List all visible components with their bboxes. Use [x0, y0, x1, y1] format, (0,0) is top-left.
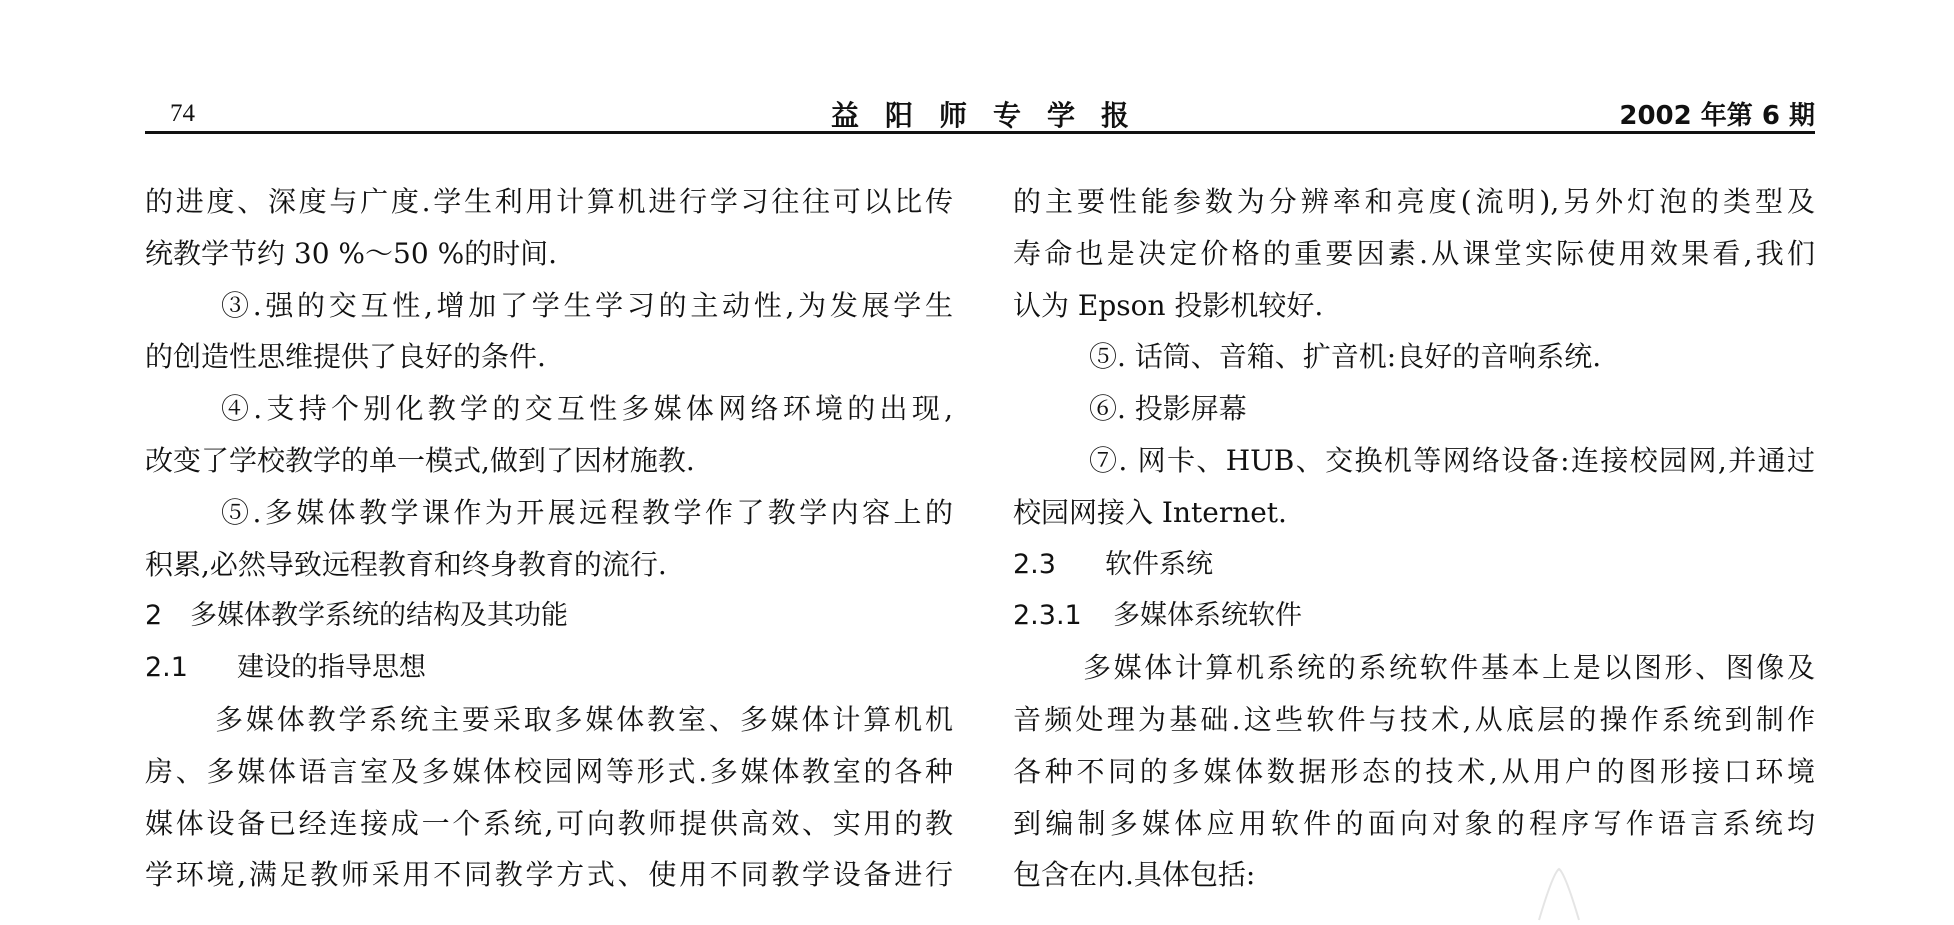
- page-header: [145, 92, 1815, 132]
- body-line: 到编制多媒体应用软件的面向对象的程序写作语言系统均: [1013, 806, 1815, 840]
- body-line: 改变了学校教学的单一模式,做到了因材施教.: [145, 443, 695, 477]
- section-title: 多媒体教学系统的结构及其功能: [190, 600, 568, 632]
- subsubsection-title: 多媒体系统软件: [1113, 600, 1302, 632]
- body-line: 的创造性思维提供了良好的条件.: [145, 340, 546, 374]
- list-item-7: ⑦. 网卡、HUB、交换机等网络设备:连接校园网,并通过: [1089, 443, 1815, 477]
- body-line: 校园网接入 Internet.: [1013, 495, 1287, 529]
- page-number: 74: [170, 100, 195, 127]
- subsubsection-heading: [1013, 590, 1815, 642]
- body-line: 的进度、深度与广度.学生利用计算机进行学习往往可以比传: [145, 185, 953, 218]
- subsection-heading: [1013, 539, 1815, 591]
- list-item-5: ⑤.多媒体教学课作为开展远程教学作了教学内容上的: [221, 495, 953, 529]
- right-column: [1013, 176, 1815, 901]
- journal-title: 益阳师专学报: [830, 99, 1155, 132]
- subsection-title: 建设的指导思想: [237, 652, 426, 684]
- section-heading: [145, 590, 953, 642]
- body-line: 统教学节约 30 %～50 %的时间.: [145, 236, 558, 270]
- subsection-number: 2.3: [1013, 548, 1056, 580]
- body-line: 包含在内.具体包括:: [1013, 858, 1256, 892]
- list-item-3: ③.强的交互性,增加了学生学习的主动性,为发展学生: [221, 288, 953, 322]
- subsubsection-number: 2.3.1: [1013, 600, 1082, 632]
- body-line: 认为 Epson 投影机较好.: [1013, 288, 1324, 322]
- body-line: 媒体设备已经连接成一个系统,可向教师提供高效、实用的教: [145, 806, 953, 840]
- body-line: 寿命也是决定价格的重要因素.从课堂实际使用效果看,我们: [1013, 236, 1815, 270]
- body-line: 音频处理为基础.这些软件与技术,从底层的操作系统到制作: [1013, 702, 1815, 736]
- subsection-number: 2.1: [145, 652, 188, 684]
- watermark-mark: [1531, 865, 1587, 925]
- subsection-title: 软件系统: [1105, 548, 1213, 580]
- body-line: 房、多媒体语言室及多媒体校园网等形式.多媒体教室的各种: [145, 754, 953, 788]
- list-item-6: ⑥. 投影屏幕: [1089, 392, 1247, 426]
- left-column: [145, 176, 953, 901]
- body-line: 积累,必然导致远程教育和终身教育的流行.: [145, 547, 667, 581]
- header-rule: [145, 131, 1815, 134]
- body-line: 各种不同的多媒体数据形态的技术,从用户的图形接口环境: [1013, 754, 1815, 788]
- paragraph-start: 多媒体计算机系统的系统软件基本上是以图形、图像及: [1083, 651, 1815, 685]
- paragraph-start: 多媒体教学系统主要采取多媒体教室、多媒体计算机机: [215, 702, 953, 736]
- subsection-heading: [145, 642, 953, 694]
- section-number: 2: [145, 600, 163, 632]
- body-line: 学环境,满足教师采用不同教学方式、使用不同教学设备进行: [145, 858, 953, 892]
- issue-label: 2002 年第 6 期: [1619, 101, 1815, 131]
- list-item-5: ⑤. 话筒、音箱、扩音机:良好的音响系统.: [1089, 340, 1602, 374]
- list-item-4: ④.支持个别化教学的交互性多媒体网络环境的出现,: [221, 392, 953, 426]
- body-line: 的主要性能参数为分辨率和亮度(流明),另外灯泡的类型及: [1013, 185, 1815, 218]
